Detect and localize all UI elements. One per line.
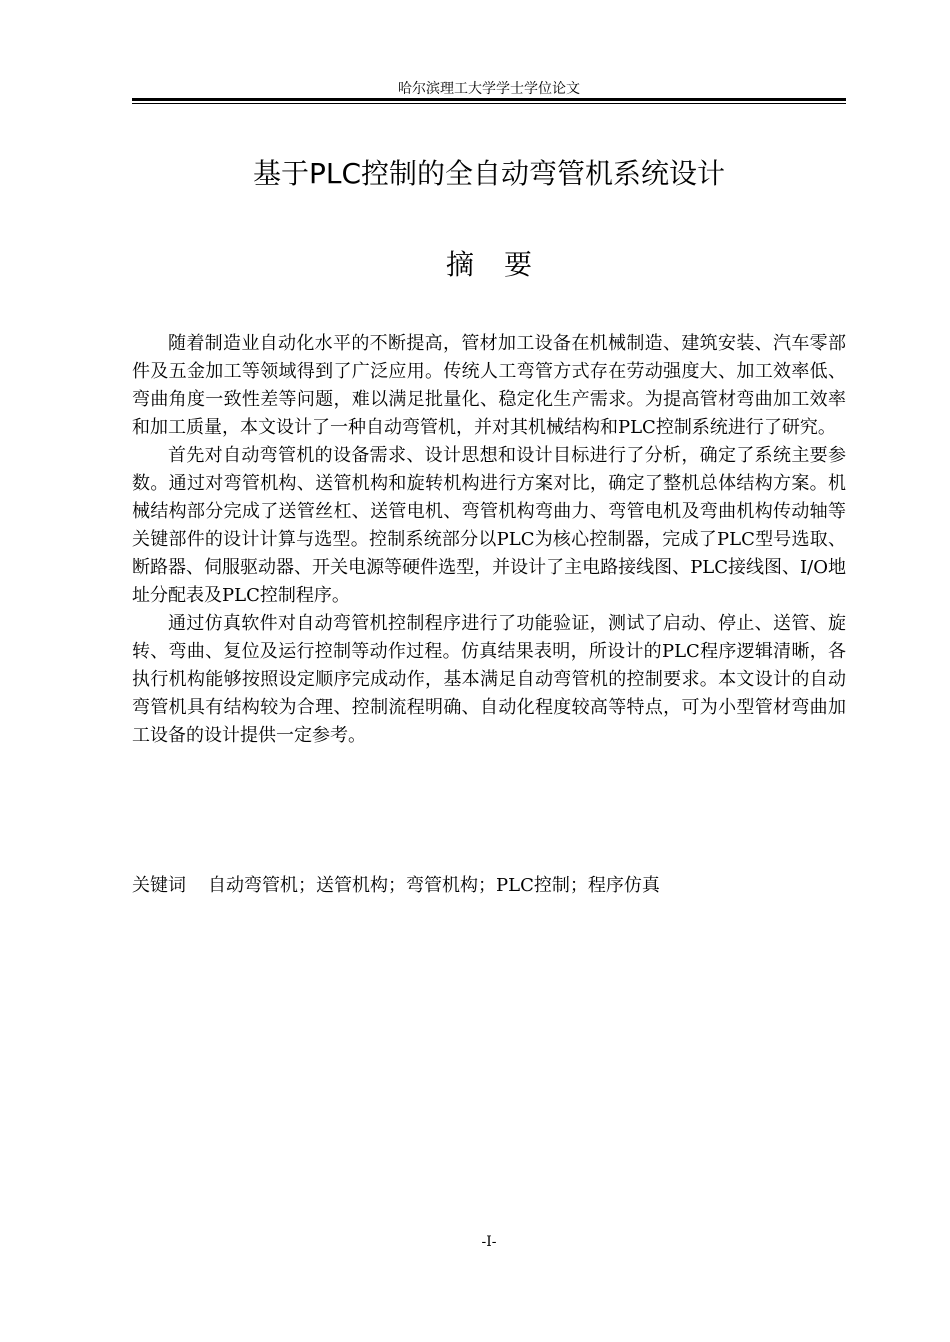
document-title: 基于PLC控制的全自动弯管机系统设计: [252, 157, 726, 190]
page-number: -I-: [481, 1234, 497, 1250]
abstract-paragraph-2: 首先对自动弯管机的设备需求、设计思想和设计目标进行了分析，确定了系统主要参数。通过对弯管机构、送管机构和旋转机构进行方案对比，确定了整机总体结构方案。机械结构部分完成了送管丝杠、送管电机、弯管机构弯曲力、弯管电机及弯曲机构传动轴等关键部件的设计计算与选型。控制系统部分以PLC为核心控制器，完成了PLC型号选取、断路器、伺服驱动器、开关电源等硬件选型，并设计了主电路接线图、PLC接线图、I/O地址分配表及PLC控制程序。: [132, 445, 846, 606]
abstract-paragraph-3: 通过仿真软件对自动弯管机控制程序进行了功能验证，测试了启动、停止、送管、旋转、弯曲、复位及运行控制等动作过程。仿真结果表明，所设计的PLC程序逻辑清晰，各执行机构能够按照设定顺序完成动作，基本满足自动弯管机的控制要求。本文设计的自动弯管机具有结构较为合理、控制流程明确、自动化程度较高等特点，可为小型管材弯曲加工设备的设计提供一定参考。: [132, 613, 846, 746]
abstract-paragraph-1: 随着制造业自动化水平的不断提高，管材加工设备在机械制造、建筑安装、汽车零部件及五金加工等领域得到了广泛应用。传统人工弯管方式存在劳动强度大、加工效率低、弯曲角度一致性差等问题，难以满足批量化、稳定化生产需求。为提高管材弯曲加工效率和加工质量，本文设计了一种自动弯管机，并对其机械结构和PLC控制系统进行了研究。: [132, 333, 846, 438]
keywords-line: [132, 872, 846, 900]
header-rule-thick: [132, 98, 846, 101]
keywords-text: 自动弯管机；送管机构；弯管机构；PLC控制；程序仿真: [208, 875, 660, 896]
header-rule-thin: [132, 103, 846, 104]
keywords-label: 关键词: [132, 875, 186, 896]
abstract-body: [132, 330, 846, 750]
abstract-heading: 摘要: [445, 248, 562, 281]
running-header: 哈尔滨理工大学学士学位论文: [398, 81, 580, 97]
